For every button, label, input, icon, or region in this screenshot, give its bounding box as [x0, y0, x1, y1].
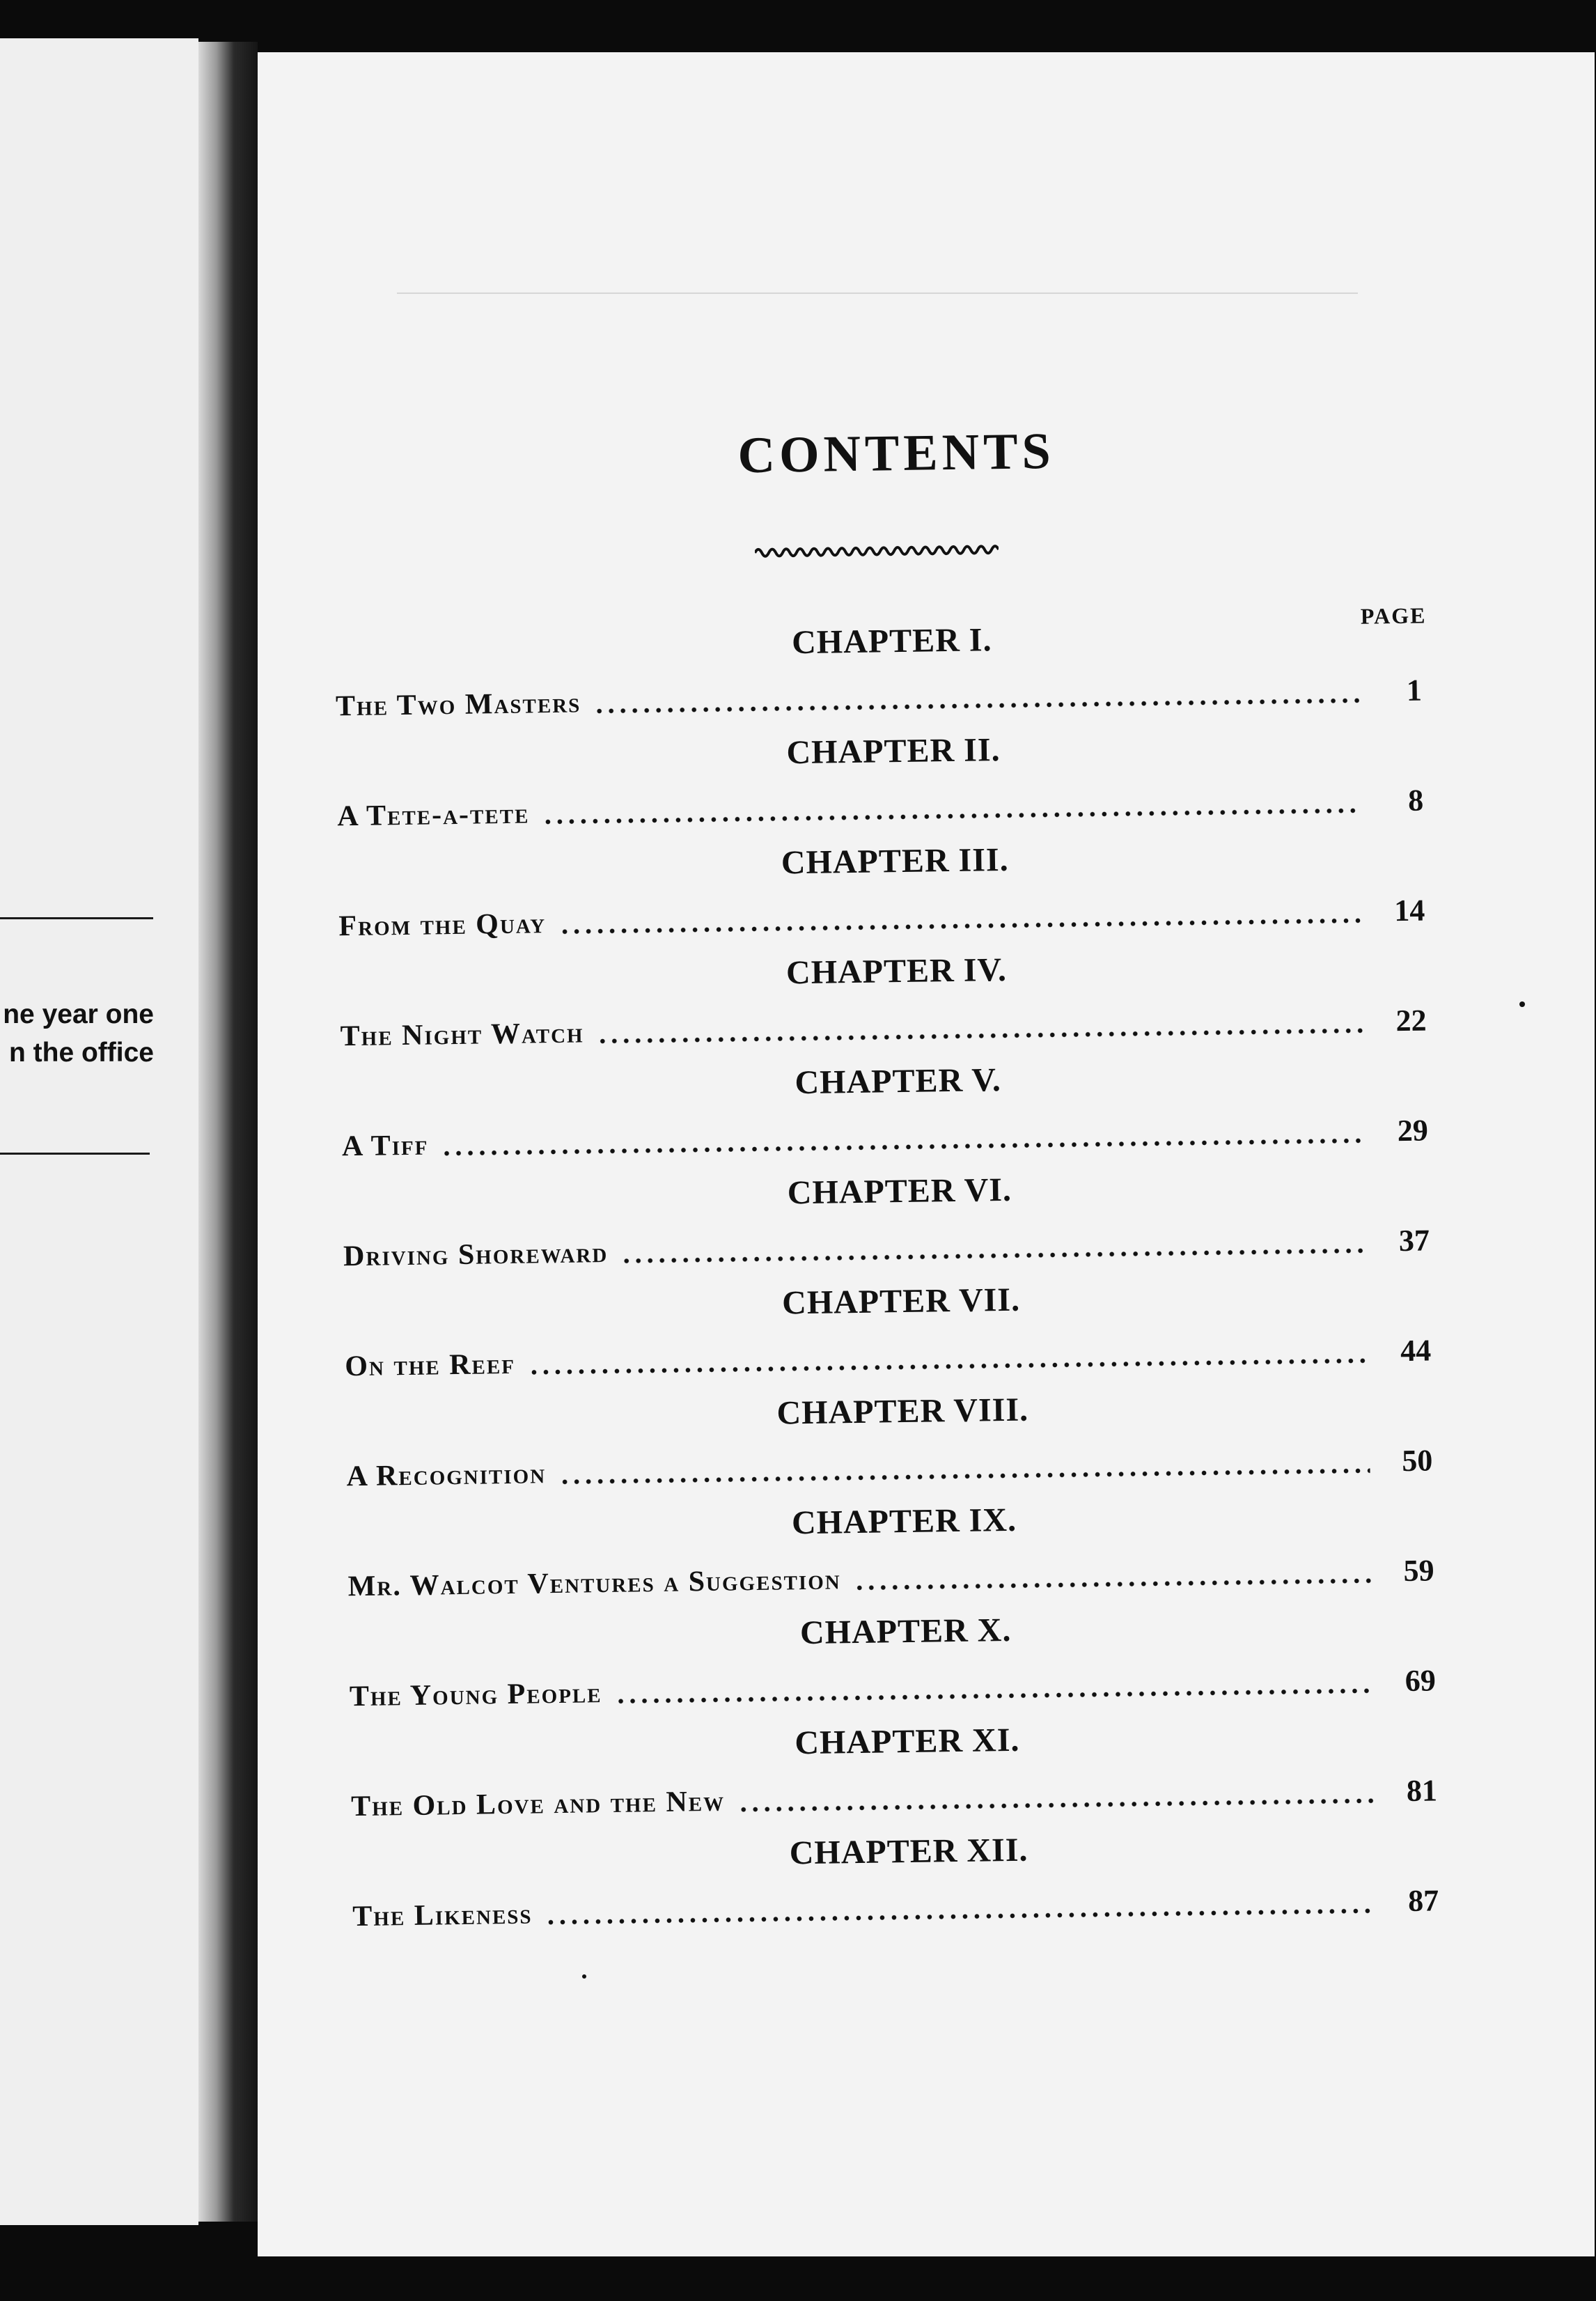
entry-page-number: 87 [1407, 1883, 1439, 1919]
entry-title: The Night Watch [340, 1017, 584, 1053]
table-of-contents [258, 52, 1595, 2256]
chapter-heading: CHAPTER II. [786, 731, 1001, 772]
left-page-line-2: n the office [8, 1038, 154, 1068]
ink-speck [582, 1974, 586, 1979]
left-page-rule-top [0, 917, 153, 919]
entry-page-number: 81 [1406, 1773, 1438, 1809]
ink-speck [1519, 1001, 1525, 1007]
entry-title: A Recognition [346, 1458, 547, 1493]
toc-entry [336, 664, 1423, 722]
chapter-heading: CHAPTER IV. [785, 951, 1008, 992]
entry-title: The Two Masters [335, 687, 581, 723]
toc-entry [347, 1544, 1434, 1601]
dot-leader [528, 1357, 1368, 1376]
toc-entry [343, 1214, 1430, 1271]
entry-page-number: 14 [1393, 893, 1425, 928]
dot-leader [441, 1137, 1366, 1157]
entry-title: Mr. Walcot Ventures a Suggestion [347, 1563, 841, 1603]
chapter-heading: CHAPTER III. [781, 841, 1009, 882]
entry-title: The Likeness [352, 1898, 533, 1933]
page-title: CONTENTS [737, 422, 1056, 485]
dot-leader [737, 1797, 1375, 1814]
entry-title: The Old Love and the New [350, 1785, 726, 1823]
chapter-heading: CHAPTER XII. [789, 1831, 1028, 1872]
chapter-heading: CHAPTER VI. [787, 1171, 1012, 1212]
toc-entry [341, 1105, 1428, 1162]
entry-page-number: 50 [1402, 1443, 1433, 1479]
toc-entry [345, 1324, 1432, 1381]
page-column-label: PAGE [1360, 602, 1427, 629]
chapter-heading: CHAPTER I. [791, 621, 992, 662]
toc-entry [338, 884, 1425, 942]
toc-entry [349, 1654, 1436, 1711]
dot-leader [615, 1687, 1373, 1705]
toc-entry [352, 1874, 1439, 1931]
entry-page-number: 29 [1397, 1113, 1429, 1148]
entry-page-number: 59 [1403, 1553, 1434, 1589]
entry-title: From the Quay [338, 907, 547, 943]
entry-title: A Tiff [341, 1129, 429, 1163]
dot-leader [854, 1577, 1372, 1591]
entry-title: The Young People [349, 1677, 602, 1713]
chapter-heading: CHAPTER X. [799, 1611, 1012, 1652]
book-gutter [198, 42, 258, 2222]
chapter-heading: CHAPTER XI. [795, 1721, 1020, 1762]
toc-entry [337, 774, 1424, 832]
dot-leader [558, 917, 1362, 935]
dot-leader [620, 1247, 1367, 1265]
left-page [0, 38, 198, 2225]
chapter-heading: CHAPTER VII. [781, 1281, 1021, 1322]
dot-leader [542, 807, 1361, 825]
toc-entry [351, 1764, 1438, 1821]
dot-leader [558, 1467, 1370, 1485]
entry-title: A Tete-a-tete [336, 797, 530, 833]
toc-entry [346, 1434, 1433, 1491]
contents-page [258, 52, 1595, 2256]
entry-page-number: 37 [1398, 1223, 1430, 1258]
left-page-rule-bottom [0, 1153, 150, 1155]
entry-page-number: 44 [1400, 1333, 1432, 1368]
title-ornament [755, 539, 999, 563]
left-page-line-1: ne year one [3, 999, 154, 1029]
entry-page-number: 8 [1407, 783, 1424, 818]
dot-leader [593, 697, 1359, 715]
toc-entry [340, 994, 1427, 1052]
entry-title: Driving Shoreward [343, 1236, 609, 1273]
entry-page-number: 1 [1406, 673, 1423, 708]
entry-title: On the Reef [345, 1348, 516, 1383]
entry-page-number: 22 [1395, 1003, 1427, 1038]
chapter-heading: CHAPTER V. [795, 1061, 1002, 1102]
chapter-heading: CHAPTER IX. [791, 1501, 1017, 1542]
entry-page-number: 69 [1405, 1663, 1437, 1699]
dot-leader [597, 1027, 1364, 1045]
dot-leader [545, 1908, 1377, 1926]
chapter-heading: CHAPTER VIII. [776, 1391, 1029, 1432]
